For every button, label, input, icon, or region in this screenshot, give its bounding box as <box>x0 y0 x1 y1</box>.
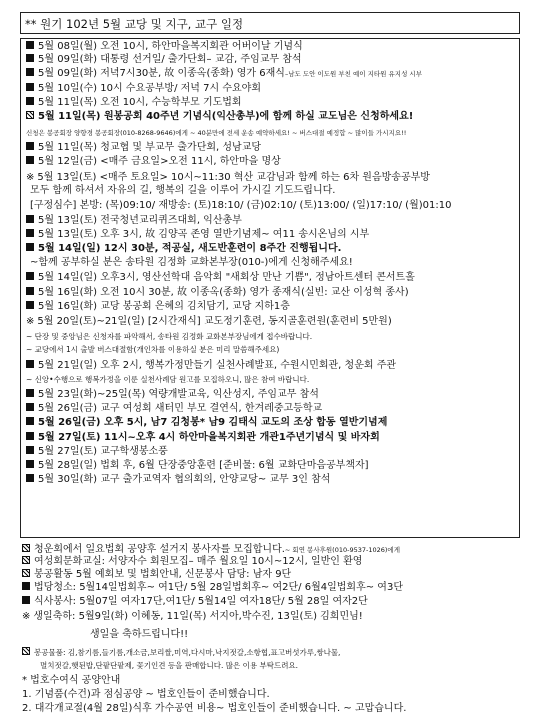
page-title: ** 원기 102년 5월 교당 및 지구, 교구 일정 <box>20 12 520 34</box>
reference-mark-icon: ※ <box>26 172 35 183</box>
schedule-item-text: ~ 신앙•수행으로 행복가정을 이룬 실천사례담 원고를 모집하오니, 많은 참여 바랍니다. <box>26 375 310 384</box>
notice-item-text: 법당청소: 5월14일법회후~ 여1단/ 5월 28일법회후~ 여2단/ 6월4일법회후~ 여3단 <box>34 582 403 593</box>
schedule-item <box>26 228 516 241</box>
schedule-item-text: 5월 12일(금) <매주 금요일>오전 11시, 하안마을 명상 <box>38 156 281 167</box>
square-bullet-icon <box>26 474 34 482</box>
notice-item-note: ~ 회연 봉사후원(010-9537-1026)에게 <box>284 546 400 554</box>
schedule-item <box>26 388 516 401</box>
schedule-item-text: 5월 30일(화) 교구 출가교역자 협의회의, 안양교당~ 교무 3인 참석 <box>38 474 331 485</box>
square-bullet-icon <box>26 272 34 280</box>
schedule-item <box>26 126 516 140</box>
square-bullet-icon <box>26 142 34 150</box>
square-bullet-icon <box>26 403 34 411</box>
schedule-item <box>26 343 516 356</box>
schedule-item-text: 5월 13일(토) <매주 토요일> 10시~11:30 혁산 교감님과 함께 하는 6차 원음방송공부방 <box>37 172 430 183</box>
notice-item-text: 생일을 축하드립니다!! <box>90 629 189 640</box>
square-bullet-icon <box>22 582 30 590</box>
notice-item <box>90 628 537 641</box>
schedule-item-text: 5월 27일(토) 교구학생봉소풍 <box>38 446 168 457</box>
notice-item <box>22 581 522 594</box>
notice-item <box>22 555 522 568</box>
schedule-item <box>26 431 516 444</box>
notice-item <box>22 568 522 581</box>
square-bullet-icon <box>26 54 34 62</box>
hatched-square-icon <box>26 111 34 119</box>
schedule-item-text: 5월 09일(화) 저녁7시30분, 故 이종옥(종화) 영가 6재식 <box>38 68 285 79</box>
schedule-item <box>26 155 516 168</box>
schedule-item-text: 5월 14일(일) 12시 30분, 적공실, 새도반훈련이 8주간 진행됩니다. <box>38 243 342 254</box>
square-bullet-icon <box>26 41 34 49</box>
schedule-item <box>26 473 516 486</box>
notice-item <box>22 595 522 608</box>
square-bullet-icon <box>26 97 34 105</box>
schedule-item <box>26 40 516 53</box>
square-bullet-icon <box>26 287 34 295</box>
schedule-item-text: 5월 16일(화) 교당 봉공회 은혜의 김치담기, 교당 지하1층 <box>38 301 290 312</box>
hatched-square-icon <box>22 556 30 564</box>
schedule-item <box>26 459 516 472</box>
schedule-item <box>26 402 516 415</box>
schedule-item <box>26 82 516 95</box>
hatched-square-icon <box>22 647 30 655</box>
schedule-item <box>26 110 516 123</box>
schedule-item-text: 5월 20일(토)~21일(일) [2시간재식] 교도정기훈련, 동지골훈련원(훈련비 5만원) <box>37 316 392 327</box>
schedule-item-text: 5월 13일(토) 오후 3시, 故 김양곡 존영 열반기념제~ 여11 송시온님의 시부 <box>38 229 370 240</box>
schedule-item-text: 5월 13일(토) 전국청년교리퀴즈대회, 익산총부 <box>38 215 242 226</box>
notice-item-text: 청운회에서 일요법회 공양후 설거지 봉사자를 모집합니다. <box>34 544 285 555</box>
reference-mark-icon: ※ <box>22 611 31 622</box>
schedule-item-text: 5월 11일(목) 원봉공회 40주년 기념식(익산총부)에 함께 하실 교도님은 신청하세요! <box>38 111 414 122</box>
schedule-item <box>26 416 516 429</box>
footer-line: * 법호수여식 공양안내 <box>22 675 121 686</box>
notice-item <box>22 646 522 659</box>
notice-item-text: 생일축하: 5월9일(화) 이혜동, 11일(목) 서지아,박수진, 13일(토) 김희민님! <box>33 611 363 622</box>
schedule-item-text: 5월 28일(일) 법회 후, 6월 단장중앙훈련 [준비물: 6월 교화단마음공부책자] <box>38 460 369 471</box>
square-bullet-icon <box>26 215 34 223</box>
schedule-item <box>26 271 516 284</box>
schedule-item-text: ~ 교당에서 1시 출발 버스대절함(개인차를 이용하실 분은 미리 말씀해주세요) <box>26 345 280 354</box>
square-bullet-icon <box>26 156 34 164</box>
notice-item-text: 봉공물품: 김,참기름,들기름,개소금,보리쌀,미역,다시마,낙지젓갈,소항협,표고버섯가루,쌍나물, <box>34 648 341 657</box>
schedule-item-text: 5월 21일(일) 오후 2시, 행복가정만들기 실천사례발표, 수원시민회관, 청운회 주관 <box>38 360 397 371</box>
schedule-item <box>26 373 516 386</box>
square-bullet-icon <box>26 417 34 425</box>
square-bullet-icon <box>26 460 34 468</box>
notice-item-text: 봉공활동 5월 예회보 및 법회안내, 신문봉사 담당: 남자 9단 <box>34 569 292 580</box>
square-bullet-icon <box>26 229 34 237</box>
footer-line: 2. 대각개교절(4월 28일)식후 가수공연 비용~ 법호인들이 준비했습니다. ~ 고맙습니다. <box>22 703 407 714</box>
schedule-item-text: 5월 09일(화) 대통령 선거일/ 출가단회– 교감, 주임교무 참석 <box>38 54 302 65</box>
schedule-item <box>30 199 520 212</box>
square-bullet-icon <box>26 301 34 309</box>
schedule-item-text: 5월 26일(금) 교구 여성회 새터민 부모 결연식, 한겨레중고등학교 <box>38 403 323 414</box>
square-bullet-icon <box>22 596 30 604</box>
schedule-item <box>26 242 516 255</box>
schedule-item-text: 5월 14일(일) 오후3시, 영산선학대 음악회 "새회상 만난 기쁨", 정남아트센터 콘서트홀 <box>38 272 415 283</box>
schedule-item <box>26 171 516 184</box>
schedule-item <box>26 315 516 328</box>
schedule-item-text: 5월 27일(토) 11시~오후 4시 하안마을복지회관 개관1주년기념식 및 바자회 <box>38 432 380 443</box>
schedule-item <box>26 141 516 154</box>
reference-mark-icon: ※ <box>26 316 35 327</box>
notice-item <box>40 659 537 672</box>
square-bullet-icon <box>26 389 34 397</box>
square-bullet-icon <box>26 243 34 251</box>
square-bullet-icon <box>26 432 34 440</box>
schedule-item <box>26 96 516 109</box>
square-bullet-icon <box>26 68 34 76</box>
schedule-item-text: 5월 08일(월) 오전 10시, 하안마을복지회관 어버이날 기념식 <box>38 41 303 52</box>
notice-item <box>22 610 522 623</box>
schedule-item-text: 모두 함께 하셔서 자유의 길, 행복의 길을 이루어 가시길 기도드립니다. <box>30 185 336 196</box>
schedule-item-text: ~ 단장 및 중앙님은 신청자를 파악해서, 송타원 김정화 교화본부장님에게 접수바랍니다. <box>26 332 313 341</box>
schedule-item-text: ~함께 공부하실 분은 송타원 김정화 교화본부장(010-)에게 신청해주세요! <box>30 257 353 268</box>
schedule-item-text: [구정심수] 본방: (목)09:10/ 재방송: (토)18:10/ (금)02:10/ (토)13:00/ (일)17:10/ (월)01:10 <box>30 200 452 211</box>
schedule-item <box>26 286 516 299</box>
schedule-item-text: 5월 26일(금) 오후 5시, 남7 김청봉* 남9 김태식 교도의 조상 합동 열반기념제 <box>38 417 388 428</box>
hatched-square-icon <box>22 569 30 577</box>
schedule-item-note: –남도 도안 이도원 부친 예이 지타원 유지성 시부 <box>284 70 422 78</box>
schedule-item-text: 5월 16일(화) 오전 10시 30분, 故 이종옥(종화) 영가 종재식(실빈: 교산 이성혁 종사) <box>38 287 409 298</box>
schedule-item <box>26 445 516 458</box>
schedule-item <box>26 330 516 343</box>
square-bullet-icon <box>26 83 34 91</box>
notice-item-text: 여성회문화교실: 서양자수 회원모집– 매주 월요일 10시~12시, 일반인 환영 <box>34 556 363 567</box>
schedule-item-text: 5월 11일(목) 오전 10시, 수능학부모 기도법회 <box>38 97 242 108</box>
hatched-square-icon <box>22 544 30 552</box>
schedule-item <box>30 256 520 269</box>
footer-line: 1. 기념품(수건)과 점심공양 ~ 법호인들이 준비했습니다. <box>22 689 270 700</box>
square-bullet-icon <box>26 446 34 454</box>
schedule-item <box>26 214 516 227</box>
schedule-item-text: 5월 23일(화)~25일(목) 역량개발교육, 익산성지, 주임교무 참석 <box>38 389 319 400</box>
schedule-item <box>26 53 516 66</box>
schedule-item <box>30 184 520 197</box>
notice-item-text: 식사봉사: 5월07일 여자17단,여1단/ 5월14일 여자18단/ 5월 28일 여자2단 <box>34 596 368 607</box>
notice-item-text: 멸치젓갈,햇된밥,단팥단팥제, 꽃기인견 등을 판매합니다. 많은 이용 부탁드려요. <box>40 661 299 670</box>
schedule-item <box>26 300 516 313</box>
square-bullet-icon <box>26 360 34 368</box>
schedule-item-text: 신청은 봉공회장 양향경 봉공회장(010-8268-9646)에게 ~ 40분만에 전세 운송 예약하세요! ~ 버스대절 예정합 ~ 많이들 가시지요!! <box>26 129 407 137</box>
schedule-item-text: 5월 11일(목) 청교협 및 부교무 출가단회, 성남교당 <box>38 142 262 153</box>
schedule-item-text: 5월 10일(수) 10시 수요공부방/ 저녁 7시 수요야회 <box>38 83 261 94</box>
schedule-item <box>26 359 516 372</box>
schedule-item <box>26 67 516 81</box>
